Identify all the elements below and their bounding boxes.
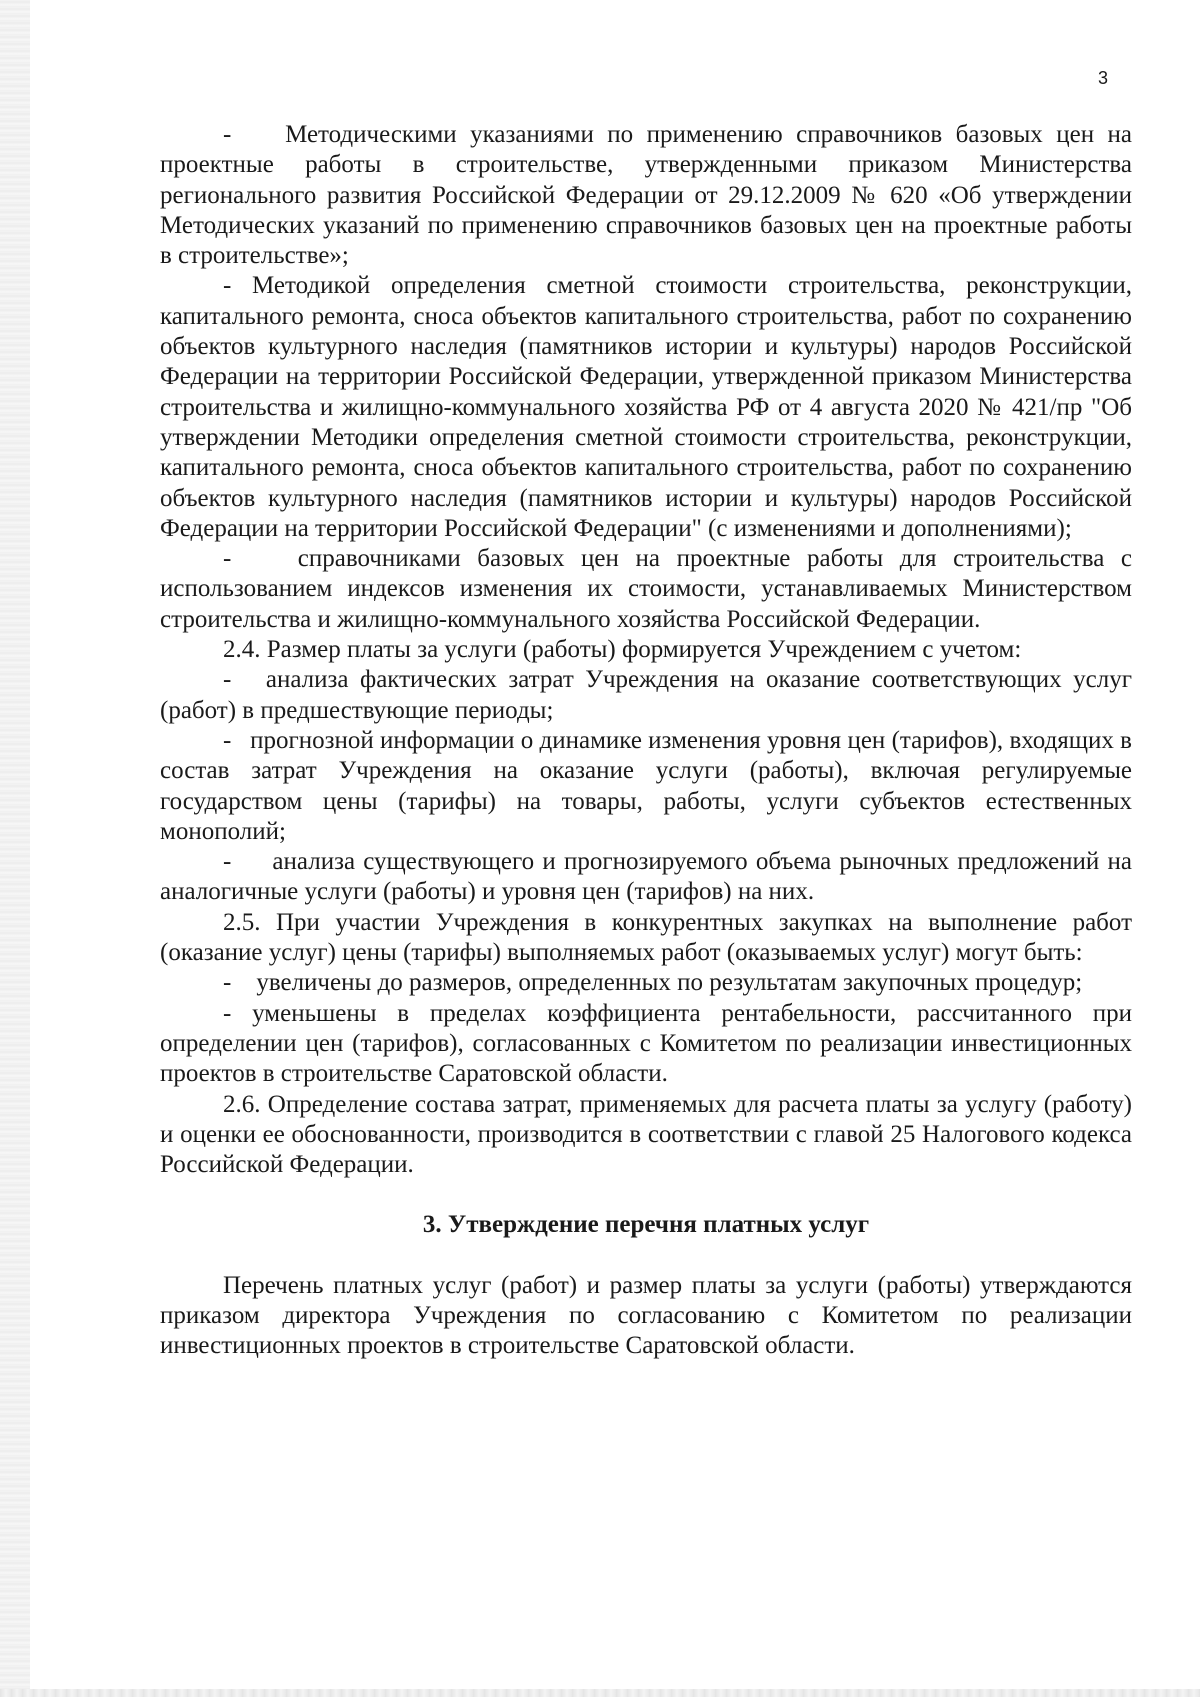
- section-heading: 3. Утверждение перечня платных услуг: [422, 1211, 870, 1239]
- paragraph-market-analysis: - анализа существующего и прогнозируемого объема рыночных предложений на аналогичные услуги (работы) и уровня цен (тарифов) на них.: [160, 848, 1132, 906]
- paragraph-2-5: 2.5. При участии Учреждения в конкурентных закупках на выполнение работ (оказание услуг) цены (тарифы) выполняемых работ (оказываемых услуг) могут быть:: [160, 908, 1132, 967]
- paragraph-approval-list: Перечень платных услуг (работ) и размер платы за услуги (работы) утверждаются приказом директора Учреждения по согласованию с Комитетом по реализации инвестиционных проектов в строительстве Саратовской области.: [160, 1271, 1132, 1360]
- paragraph-cost-methodology: - Методикой определения сметной стоимости строительства, реконструкции, капитального ремонта, сноса объектов капитального строительства, работ по сохранению объектов культурного наследия (памятников истории и культуры) народов Российской Федерации на территории Российской Федерации, утвержденной приказом Министерства строительства и жилищно-коммунального хозяйства РФ от 4 августа 2020 № 421/пр "Об утверждении Методики определения сметной стоимости строительства, реконструкции, капитального ремонта, сноса объектов капитального строительства, работ по сохранению объектов культурного наследия (памятников истории и культуры) народов Российской Федерации на территории Российской Федерации" (с изменениями и дополнениями);: [160, 272, 1132, 542]
- paragraph-base-price-handbooks: - справочниками базовых цен на проектные работы для строительства с использованием индексов изменения их стоимости, устанавливаемых Министерством строительства и жилищно-коммунального хозяйства Российской Федерации.: [160, 545, 1132, 633]
- paragraph-2-6: 2.6. Определение состава затрат, применяемых для расчета платы за услугу (работу) и оценки ее обоснованности, производится в соответствии с главой 25 Налогового кодекса Российской Федерации.: [160, 1090, 1132, 1179]
- document-body: [160, 120, 1132, 1362]
- paragraph-increased: - увеличены до размеров, определенных по результатам закупочных процедур;: [223, 969, 1083, 997]
- paragraph-forecast-info: - прогнозной информации о динамике изменения уровня цен (тарифов), входящих в состав затрат Учреждения на оказание услуги (работы), включая регулируемые государством цены (тарифы) на товары, работы, услуги субъектов естественных монополий;: [160, 726, 1132, 845]
- scan-edge-artifact: [0, 0, 30, 1697]
- paragraph-2-4: 2.4. Размер платы за услуги (работы) формируется Учреждением с учетом:: [223, 636, 1022, 664]
- paragraph-reduced: - уменьшены в пределах коэффициента рентабельности, рассчитанного при определении цен (тарифов), согласованных с Комитетом по реализации инвестиционных проектов в строительстве Саратовской области.: [160, 999, 1132, 1088]
- scan-bottom-artifact: [0, 1689, 1200, 1697]
- page-number: 3: [1098, 68, 1109, 88]
- paragraph-methodical-guidelines: - Методическими указаниями по применению справочников базовых цен на проектные работы в строительстве, утвержденными приказом Министерства регионального развития Российской Федерации от 29.12.2009 № 620 «Об утверждении Методических указаний по применению справочников базовых цен на проектные работы в строительстве»;: [160, 121, 1132, 270]
- paragraph-actual-costs: - анализа фактических затрат Учреждения на оказание соответствующих услуг (работ) в предшествующие периоды;: [160, 666, 1132, 724]
